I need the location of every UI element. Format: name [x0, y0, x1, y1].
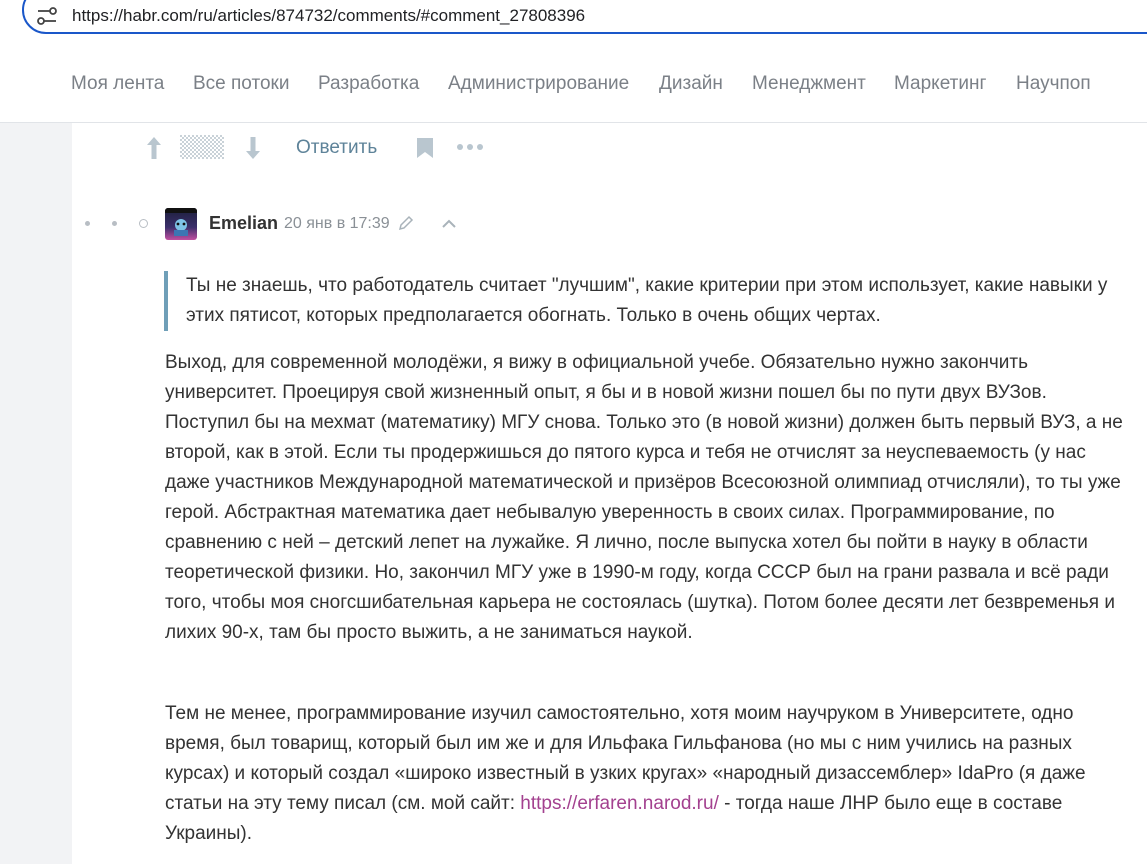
thread-dot: [112, 221, 117, 226]
browser-address-bar: [0, 0, 1147, 44]
bookmark-icon[interactable]: [416, 137, 434, 159]
nav-item-my-feed[interactable]: Моя лента: [71, 73, 165, 94]
rating-placeholder-icon: [180, 135, 224, 159]
nav-item-development[interactable]: Разработка: [318, 73, 420, 94]
nav-item-marketing[interactable]: Маркетинг: [894, 73, 987, 94]
arrow-down-icon[interactable]: [244, 135, 262, 161]
thread-dot-current: [139, 219, 148, 228]
avatar[interactable]: [165, 208, 197, 240]
nav-item-popsci[interactable]: Научпоп: [1016, 73, 1091, 94]
url-text[interactable]: https://habr.com/ru/articles/874732/comments/#comment_27808396: [72, 6, 586, 25]
comments-column: [72, 123, 1147, 864]
comment-date[interactable]: 20 янв в 17:39: [284, 215, 390, 232]
nav-item-all-streams[interactable]: Все потоки: [193, 73, 290, 94]
site-link[interactable]: https://erfaren.narod.ru/: [520, 793, 719, 814]
comment-paragraph: [165, 699, 1125, 849]
comment-quote: Ты не знаешь, что работодатель считает "лучшим", какие критерии при этом использует, какие навыки у этих пятисот, которых предполагается обогнать. Только в очень общих чертах.: [164, 271, 1136, 331]
nav-item-design[interactable]: Дизайн: [659, 73, 723, 94]
avatar-image-icon: [165, 208, 197, 240]
more-icon[interactable]: [456, 143, 484, 151]
site-settings-icon[interactable]: [36, 6, 58, 26]
edited-pencil-icon: [398, 215, 414, 231]
top-nav: [0, 44, 1147, 123]
thread-dot: [85, 221, 90, 226]
reply-button[interactable]: Ответить: [296, 137, 378, 158]
arrow-up-icon[interactable]: [145, 135, 163, 161]
nav-item-administration[interactable]: Администрирование: [448, 73, 630, 94]
paragraph-text: Тем не менее, программирование изучил самостоятельно, хотя моим научруком в Университете, одно время, был товарищ, который был им же и для Ильфака Гильфанова (но мы с ним учились на разных курсах) и который создал «широко известный в узких кругах» «народный дизассемблер» IdaPro (я даже статьи на эту тему писал (см. мой сайт:: [165, 703, 1086, 814]
comment-paragraph: Выход, для современной молодёжи, я вижу в официальной учебе. Обязательно нужно закончить университет. Проецируя свой жизненный опыт, я бы и в новой жизни пошел бы по пути двух ВУЗов. Поступил бы на мехмат (математику) МГУ снова. Только это (в новой жизни) должен быть первый ВУЗ, а не второй, как в этой. Если ты продержишься до пятого курса и тебя не отчислят за неуспеваемость (у нас даже участников Международной математической и призёров Всесоюзной олимпиад отчисляли), то ты уже герой. Абстрактная математика дает небывалую уверенность в своих силах. Программирование, по сравнению с ней – детский лепет на лужайке. Я лично, после выпуска хотел бы пойти в науку в области теоретической физики. Но, закончил МГУ уже в 1990-м году, когда СССР был на грани развала и всё ради того, чтобы моя сногсшибательная карьера не состоялась (шутка). Потом более десяти лет безвременья и лихих 90-х, там бы просто выжить, а не заниматься наукой.: [165, 352, 1123, 643]
nav-item-management[interactable]: Менеджмент: [752, 73, 866, 94]
paragraph-text: - тогда наше ЛНР было еще в составе Украины).: [165, 793, 1063, 844]
comment-actions: [72, 123, 1147, 173]
chevron-up-icon[interactable]: [441, 219, 457, 229]
comment-author[interactable]: Emelian: [209, 213, 279, 233]
